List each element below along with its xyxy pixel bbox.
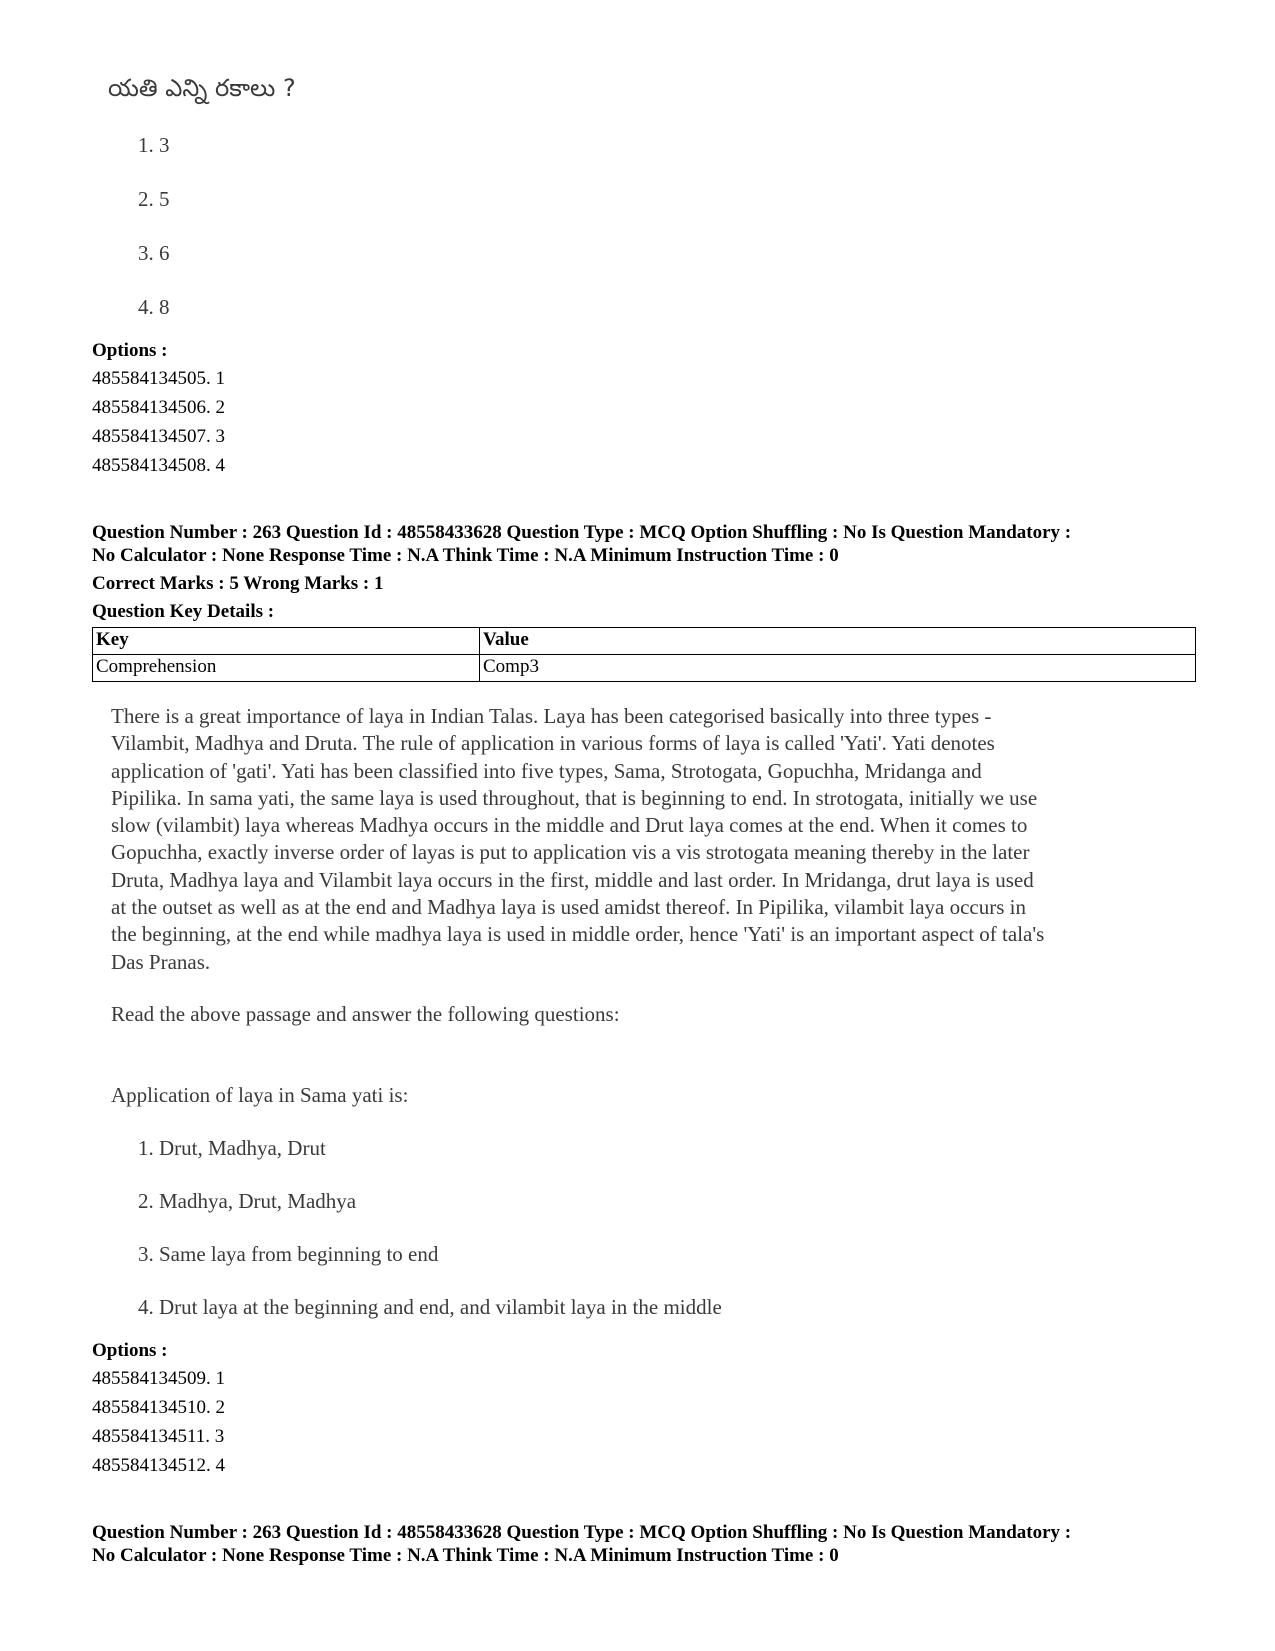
passage-line: Pipilika. In sama yati, the same laya is used throughout, that is beginning to end. In strotogata, initially we use: [111, 785, 1038, 810]
table-header-cell: Key: [93, 628, 480, 655]
passage-instruction: Read the above passage and answer the following questions:: [111, 1002, 620, 1026]
option-line: 485584134508. 4: [92, 455, 225, 476]
choice-item: 4. Drut laya at the beginning and end, and vilambit laya in the middle: [138, 1295, 722, 1319]
options-label: Options :: [92, 1340, 168, 1361]
comprehension-passage: [111, 703, 1171, 976]
passage-line: Vilambit, Madhya and Druta. The rule of application in various forms of laya is called 'Yati'. Yati denotes: [111, 731, 995, 756]
passage-line: There is a great importance of laya in Indian Talas. Laya has been categorised basically into three types -: [111, 704, 992, 728]
passage-line: Das Pranas.: [111, 949, 211, 974]
option-line: 485584134506. 2: [92, 397, 225, 418]
table-cell: Comprehension: [93, 655, 480, 682]
table-row: [93, 655, 1196, 682]
question-text: Application of laya in Sama yati is:: [111, 1083, 409, 1107]
passage-line: application of 'gati'. Yati has been classified into five types, Sama, Strotogata, Gopuchha, Mridanga and: [111, 758, 982, 783]
question-meta-line: Question Number : 263 Question Id : 48558433628 Question Type : MCQ Option Shuffling : No Is Question Mandatory :: [92, 1522, 1072, 1543]
option-line: 485584134509. 1: [92, 1368, 225, 1389]
passage-line: Druta, Madhya laya and Vilambit laya occurs in the first, middle and last order. In Mridanga, drut laya is used: [111, 867, 1034, 892]
question-meta: [92, 521, 1212, 567]
choice-item: 2. Madhya, Drut, Madhya: [138, 1189, 357, 1213]
table-header-row: [93, 628, 1196, 655]
passage-line: slow (vilambit) laya whereas Madhya occurs in the middle and Drut laya comes at the end. When it comes to: [111, 813, 1028, 838]
question-meta-line: No Calculator : None Response Time : N.A Think Time : N.A Minimum Instruction Time : 0: [92, 1545, 839, 1566]
option-line: 485584134507. 3: [92, 426, 225, 447]
choice-item: 1. Drut, Madhya, Drut: [138, 1136, 326, 1160]
passage-line: Gopuchha, exactly inverse order of layas is put to application vis a vis strotogata meaning thereby in the later: [111, 840, 1030, 865]
option-line: 485584134511. 3: [92, 1426, 225, 1447]
question-meta-line: No Calculator : None Response Time : N.A Think Time : N.A Minimum Instruction Time : 0: [92, 545, 839, 566]
option-line: 485584134510. 2: [92, 1397, 225, 1418]
key-details-table: [92, 627, 1196, 682]
table-cell: Comp3: [480, 655, 1196, 682]
question-text: యతి ఎన్ని రకాలు ?: [108, 74, 296, 102]
choice-item: 3. 6: [138, 241, 170, 265]
choice-item: 3. Same laya from beginning to end: [138, 1242, 439, 1266]
option-line: 485584134512. 4: [92, 1455, 225, 1476]
choice-item: 1. 3: [138, 133, 170, 157]
question-meta-line: Question Number : 263 Question Id : 48558433628 Question Type : MCQ Option Shuffling : No Is Question Mandatory :: [92, 522, 1072, 543]
table-header-cell: Value: [480, 628, 1196, 655]
choice-item: 2. 5: [138, 187, 170, 211]
option-line: 485584134505. 1: [92, 368, 225, 389]
question-meta: [92, 1521, 1212, 1567]
passage-line: at the outset as well as at the end and Madhya laya is used amidst thereof. In Pipilika, vilambit laya occurs in: [111, 895, 1027, 920]
key-details-label: Question Key Details :: [92, 601, 275, 622]
choice-item: 4. 8: [138, 295, 170, 319]
marks-line: Correct Marks : 5 Wrong Marks : 1: [92, 573, 384, 594]
passage-line: the beginning, at the end while madhya laya is used in middle order, hence 'Yati' is an important aspect of tala's: [111, 922, 1045, 947]
options-label: Options :: [92, 340, 168, 361]
